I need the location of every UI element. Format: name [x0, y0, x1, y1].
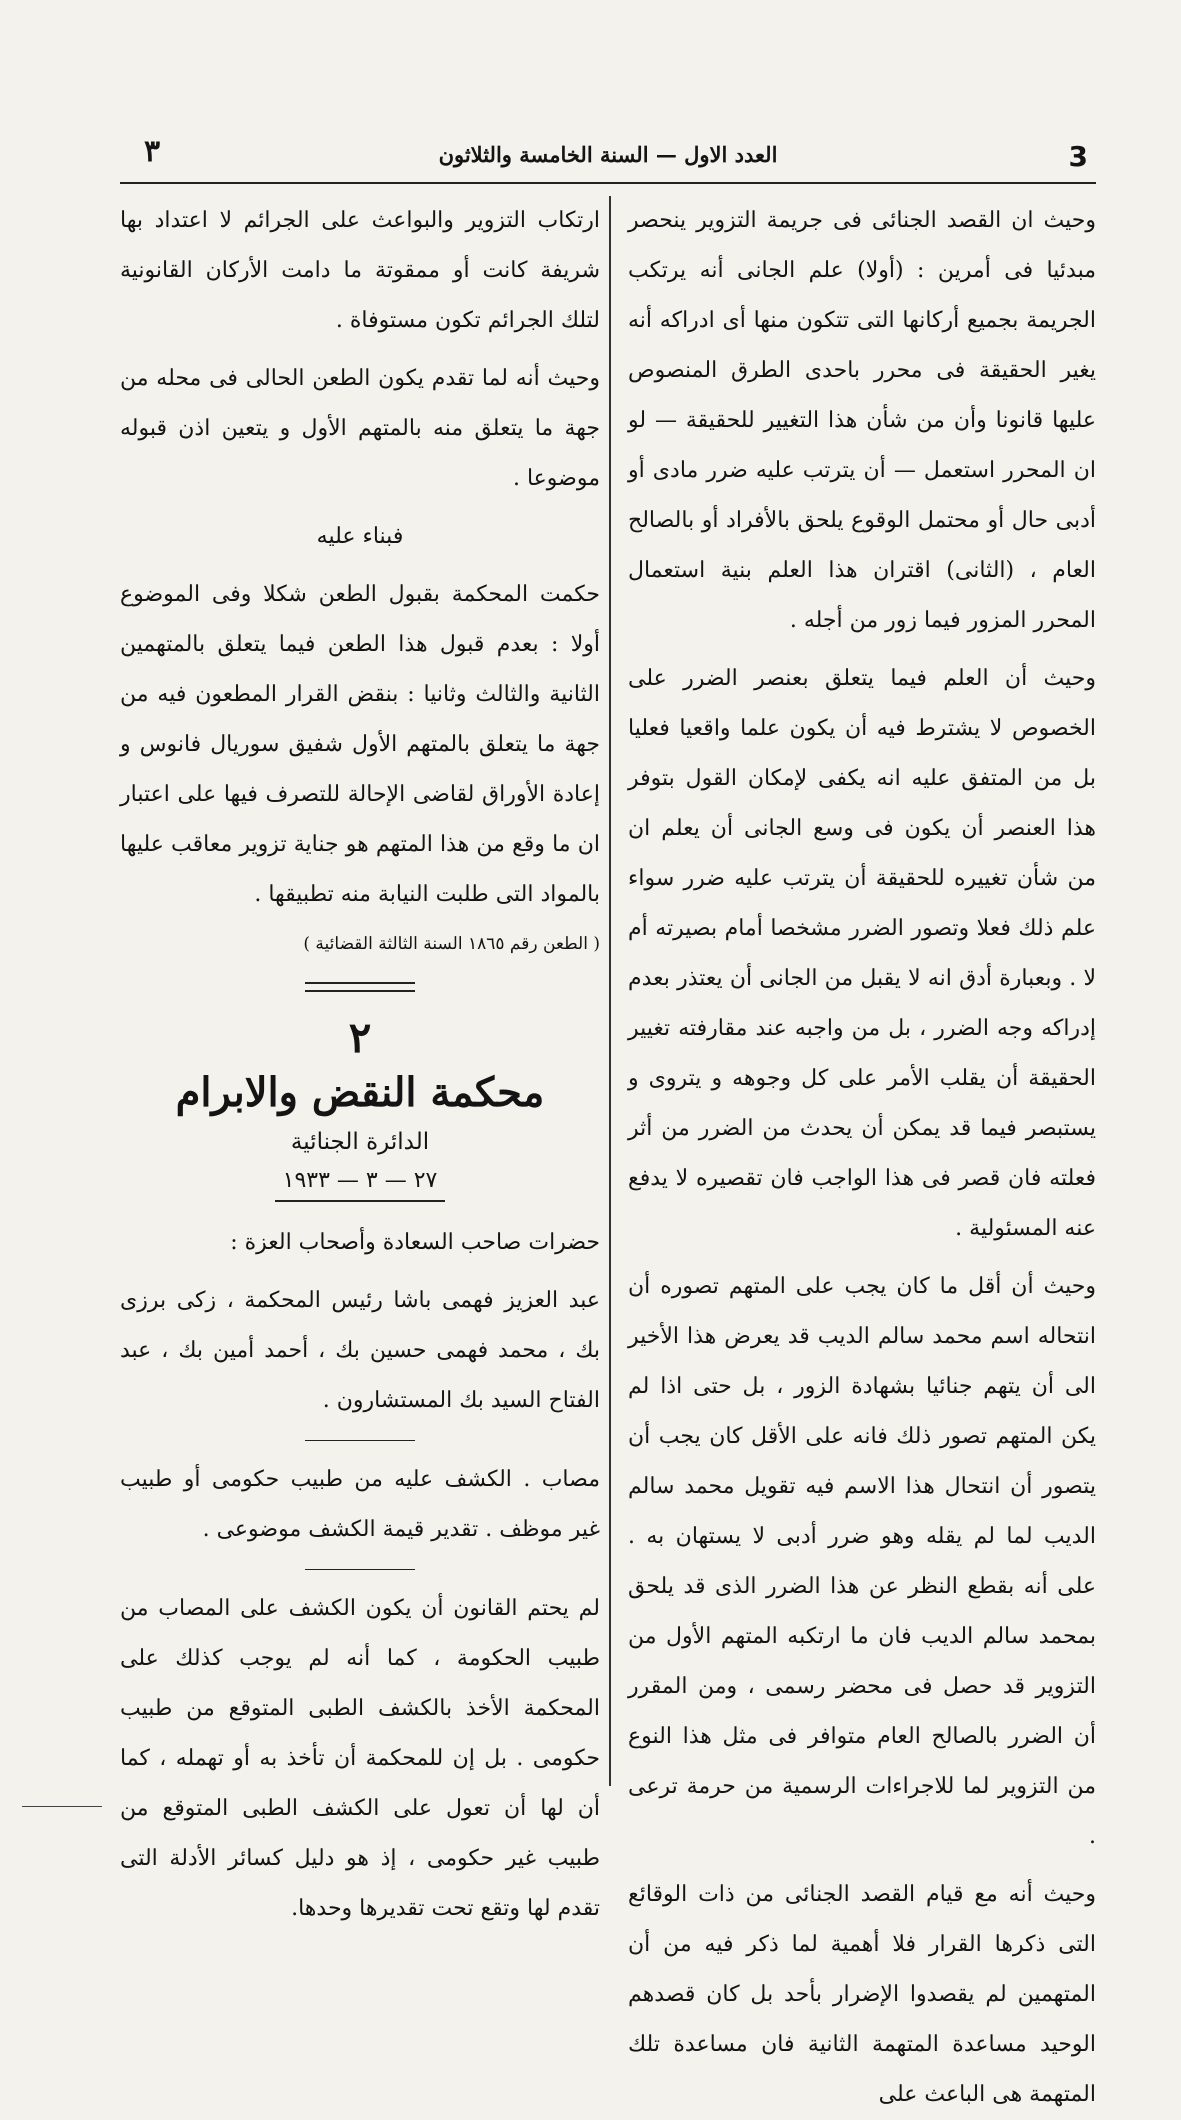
section-separator [305, 982, 415, 992]
paragraph: وحيث أنه مع قيام القصد الجنائى من ذات الوقائع التى ذكرها القرار فلا أهمية لما ذكر فيه من أن المتهمين لم يقصدوا الإضرار بأحد بل كان قصدهم الوحيد مساعدة المتهمة الثانية فان مساعدة تلك المتهمة هى الباعث على [628, 1882, 1096, 2107]
verdict-heading: فبناء عليه [316, 524, 404, 549]
court-name: محكمة النقض والابرام [175, 1069, 545, 1116]
page-number-arabic: ٣ [144, 134, 161, 169]
divider [305, 1440, 415, 1441]
paragraph: وحيث أن أقل ما كان يجب على المتهم تصوره أن انتحاله اسم محمد سالم الديب قد يعرض هذا الأخير الى أن يتهم جنائيا بشهادة الزور ، بل حتى اذا لم يكن المتهم تصور ذلك فانه على الأقل كان يجب أن يتصور أن انتحال هذا الاسم فيه تقويل محمد سالم الديب لما لم يقله وهو ضرر أدبى لا يستهان به . على أنه بقطع النظر عن هذا الضرر الذى قد يلحق بمحمد سالم الديب فان ما ارتكبه المتهم الأول من التزوير قد حصل فى محضر رسمى ، ومن المقرر أن الضرر بالصالح العام متوافر فى مثل هذا النوع من التزوير لما للاجراءات الرسمية من حرمة ترعى . [628, 1274, 1096, 1849]
decision-date: ٢٧ — ٣ — ١٩٣٣ [275, 1162, 445, 1202]
margin-line [22, 1806, 102, 1807]
page-header [120, 130, 1096, 184]
headnote-summary: مصاب . الكشف عليه من طبيب حكومى أو طبيب غير موظف . تقدير قيمة الكشف موضوعى . [120, 1467, 600, 1542]
holding-text: لم يحتم القانون أن يكون الكشف على المصاب من طبيب الحكومة ، كما أنه لم يوجب كذلك على المحكمة الأخذ بالكشف الطبى المتوقع من طبيب حكومى . بل إن للمحكمة أن تأخذ به أو تهمله ، كما أن لها أن تعول على الكشف الطبى المتوقع من طبيب غير حكومى ، إذ هو دليل كسائر الأدلة التى تقدم لها وتقع تحت تقديرها وحدها. [120, 1596, 600, 1921]
verdict-text: حكمت المحكمة بقبول الطعن شكلا وفى الموضوع أولا : بعدم قبول هذا الطعن فيما يتعلق بالمتهمين الثانية والثالث وثانيا : بنقض القرار المطعون فيه من جهة ما يتعلق بالمتهم الأول شفيق سوريال فانوس و إعادة الأوراق لقاضى الإحالة للتصرف فيها على اعتبار ان ما وقع من هذا المتهم هو جناية تزوير معاقب عليها بالمواد التى طلبت النيابة منه تطبيقها . [120, 582, 600, 907]
panel-intro: حضرات صاحب السعادة وأصحاب العزة : [230, 1230, 600, 1255]
paragraph: وحيث أن العلم فيما يتعلق بعنصر الضرر على الخصوص لا يشترط فيه أن يكون علما واقعيا فعليا بل من المتفق عليه انه يكفى لإمكان القول بتوفر هذا العنصر أن يكون فى وسع الجانى أن يعلم ان من شأن تغييره للحقيقة أن يترتب عليه ضرر سواء علم ذلك فعلا وتصور الضرر مشخصا أمام بصيرته أم لا . وبعبارة أدق انه لا يقبل من الجانى أن يعتذر بعدم إدراكه وجه الضرر ، بل من واجبه عند مقارفته تغيير الحقيقة أن يقلب الأمر على كل وجوهه و يتروى و يستبصر فيما قد يمكن أن يحدث من الضرر من أثر فعلته فان قصر فى هذا الواجب فان تقصيره لا يدفع عنه المسئولية . [628, 666, 1096, 1241]
running-title: العدد الاول — السنة الخامسة والثلاثون [438, 142, 778, 167]
panel-members: عبد العزيز فهمى باشا رئيس المحكمة ، زكى برزى بك ، محمد فهمى حسين بك ، أحمد أمين بك ، عبد الفتاح السيد بك المستشارون . [120, 1288, 600, 1413]
paragraph: وحيث ان القصد الجنائى فى جريمة التزوير ينحصر مبدئيا فى أمرين : (أولا) علم الجانى أنه يرتكب الجريمة بجميع أركانها التى تتكون منها أى ادراكه أنه يغير الحقيقة فى محرر باحدى الطرق المنصوص عليها قانونا وأن من شأن هذا التغيير للحقيقة — لو ان المحرر استعمل — أن يترتب عليه ضرر مادى أو أدبى حال أو محتمل الوقوع يلحق بالأفراد أو بالصالح العام ، (الثانى) اقتران هذا العلم بنية استعمال المحرر المزور فيما زور من أجله . [628, 208, 1096, 633]
left-column [120, 196, 600, 1934]
paragraph: وحيث أنه لما تقدم يكون الطعن الحالى فى محله من جهة ما يتعلق منه بالمتهم الأول و يتعين اذن قبوله موضوعا . [120, 366, 600, 491]
column-divider [609, 196, 611, 1786]
right-column [628, 196, 1096, 2120]
paragraph: ارتكاب التزوير والبواعث على الجرائم لا اعتداد بها شريفة كانت أو ممقوتة ما دامت الأركان القانونية لتلك الجرائم تكون مستوفاة . [120, 208, 600, 333]
page-number-latin: 3 [1068, 140, 1088, 173]
section-number: ٢ [348, 1013, 372, 1062]
case-reference: ( الطعن رقم ١٨٦٥ السنة الثالثة القضائية ) [303, 934, 600, 954]
divider [305, 1569, 415, 1570]
court-division: الدائرة الجنائية [290, 1129, 430, 1155]
